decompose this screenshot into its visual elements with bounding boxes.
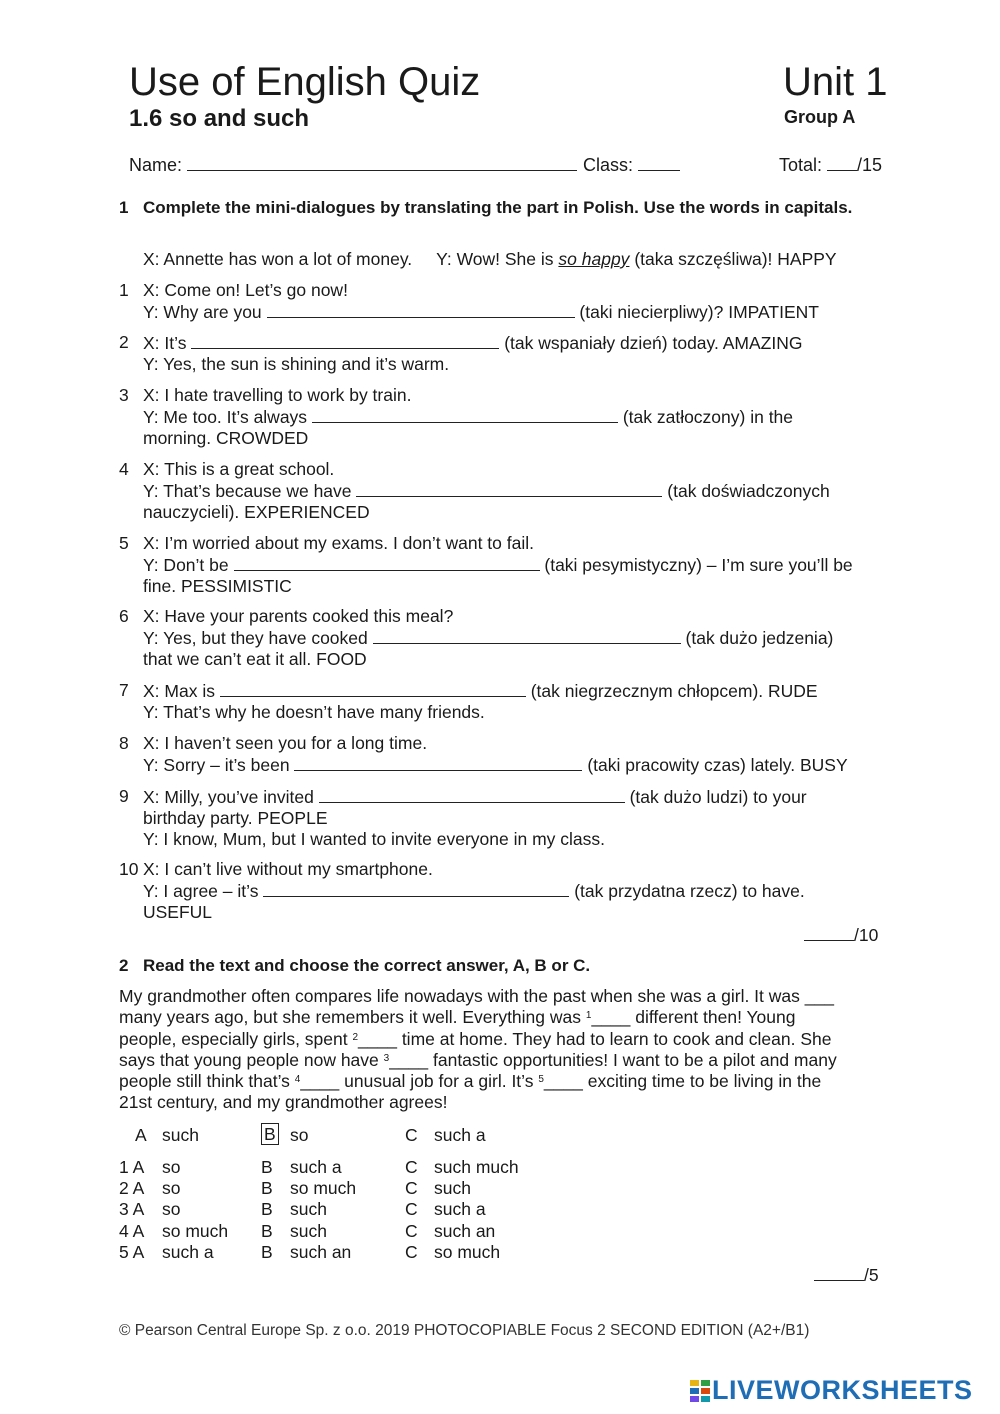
answer-blank[interactable]	[267, 301, 575, 318]
option-b-letter: B	[261, 1220, 273, 1241]
example-option-a: such	[162, 1125, 199, 1145]
option-number: 3 A	[119, 1199, 145, 1220]
option-c-letter: C	[405, 1178, 418, 1199]
example-y-post: (taka szczęśliwa)! HAPPY	[634, 249, 837, 269]
question-number: 6	[119, 606, 129, 626]
page-title: Use of English Quiz	[129, 60, 481, 104]
section1-number: 1	[119, 198, 129, 217]
text-segment: ____ exciting time to be living in the	[543, 1071, 822, 1092]
page-subtitle: 1.6 so and such	[129, 105, 310, 132]
option-c-letter: C	[405, 1199, 418, 1220]
answer-blank[interactable]	[263, 880, 569, 897]
answer-blank[interactable]	[191, 332, 499, 349]
brand-text: LIVEWORKSHEETS	[712, 1375, 973, 1405]
line-y-pre: Y: Sorry – it’s been	[143, 755, 290, 776]
text-segment: people, especially girls, spent	[119, 1028, 353, 1049]
line-x-pre: X: Milly, you’ve invited	[143, 787, 314, 807]
option-number: 4 A	[119, 1220, 145, 1241]
line-y-post: (tak zatłoczony) in the	[622, 407, 794, 428]
option-a[interactable]: so	[162, 1199, 181, 1220]
option-c[interactable]: such	[434, 1178, 471, 1199]
option-c-letter: C	[405, 1220, 418, 1241]
name-field	[129, 154, 577, 176]
line-x-pre: X: It’s	[143, 333, 187, 353]
example-y-pre: Y: Wow! She is	[436, 249, 554, 269]
example-option-c: such a	[434, 1125, 486, 1145]
section2-score-input[interactable]	[814, 1264, 864, 1281]
total-label: Total:	[779, 155, 823, 175]
line-x-post: (tak niegrzecznym chłopcem). RUDE	[530, 681, 818, 701]
total-input[interactable]	[827, 154, 857, 171]
option-b-letter: B	[261, 1178, 273, 1199]
line-y-cont: USEFUL	[143, 902, 213, 923]
example-option-b-letter	[261, 1124, 279, 1145]
question-number: 2	[119, 332, 129, 352]
line-y-cont: morning. CROWDED	[143, 428, 309, 449]
example-option-c-letter: C	[405, 1125, 418, 1145]
line-x-post: (tak wspaniały dzień) today. AMAZING	[504, 333, 803, 353]
section1-score-input[interactable]	[804, 924, 854, 941]
section2-score-max: /5	[864, 1265, 879, 1285]
example-option-b: so	[290, 1125, 309, 1145]
option-b[interactable]: such an	[290, 1241, 352, 1262]
copyright-footer: © Pearson Central Europe Sp. z o.o. 2019 PHOTOCOPIABLE Focus 2 SECOND EDITION (A2+/B1)	[119, 1322, 810, 1339]
question-number: 10	[119, 859, 139, 879]
line-y-pre: Y: I agree – it’s	[143, 881, 259, 902]
gap-number: 3	[383, 1052, 390, 1064]
option-b[interactable]: such	[290, 1199, 327, 1220]
liveworksheets-logo	[690, 1374, 973, 1406]
option-b-letter: B	[261, 1199, 273, 1220]
example-option-a-letter: A	[135, 1125, 147, 1145]
section2-instruction: Read the text and choose the correct answer, A, B or C.	[143, 956, 591, 975]
text-segment: ____ unusual job for a girl. It’s	[300, 1071, 539, 1092]
text-segment: people still think that’s	[119, 1071, 295, 1092]
text-segment: 21st century, and my grandmother agrees!	[119, 1092, 448, 1113]
class-input[interactable]	[638, 154, 680, 171]
line-x: X: I haven’t seen you for a long time.	[143, 733, 428, 753]
line-x-pre: X: Max is	[143, 681, 215, 701]
liveworksheets-icon	[690, 1377, 710, 1399]
text-segment: many years ago, but she remembers it well. Everything was	[119, 1007, 586, 1028]
line-x: X: This is a great school.	[143, 459, 335, 479]
line-x: X: I’m worried about my exams. I don’t want to fail.	[143, 533, 534, 553]
gap-number: 4	[294, 1074, 301, 1086]
answer-blank[interactable]	[356, 480, 662, 497]
option-number: 5 A	[119, 1241, 145, 1262]
option-b[interactable]: such a	[290, 1157, 342, 1177]
gap-number: 1	[585, 1010, 592, 1022]
line-x: X: Come on! Let’s go now!	[143, 280, 348, 300]
line-y-pre: Y: That’s because we have	[143, 481, 352, 502]
answer-blank[interactable]	[294, 754, 582, 771]
line-y-post: (taki pesymistyczny) – I’m sure you’ll be	[544, 555, 853, 576]
option-b[interactable]: so much	[290, 1178, 357, 1199]
line-y-post: (tak przydatna rzecz) to have.	[574, 881, 805, 902]
option-a[interactable]: so much	[162, 1220, 229, 1241]
section1-example	[143, 248, 837, 270]
name-label: Name:	[129, 155, 183, 175]
example-answer: so happy	[558, 249, 630, 269]
line-y: Y: I know, Mum, but I wanted to invite everyone in my class.	[143, 829, 606, 850]
answer-blank[interactable]	[312, 406, 618, 423]
line-y: Y: Yes, the sun is shining and it’s warm.	[143, 354, 450, 375]
line-x: X: I can’t live without my smartphone.	[143, 859, 433, 879]
question-number: 5	[119, 533, 129, 553]
gap-number: 2	[352, 1031, 359, 1043]
answer-blank[interactable]	[234, 554, 540, 571]
line-y-pre: Y: Me too. It’s always	[143, 407, 308, 428]
option-b[interactable]: such	[290, 1220, 327, 1241]
text-segment: My grandmother often compares life nowadays with the past when she was a girl. It was ___	[119, 986, 834, 1006]
line-y-pre: Y: Yes, but they have cooked	[143, 628, 368, 649]
line-y-post: (taki pracowity czas) lately. BUSY	[587, 755, 848, 776]
name-input[interactable]	[187, 154, 577, 171]
option-c-letter: C	[405, 1241, 418, 1262]
line-y-pre: Y: Why are you	[143, 302, 262, 323]
class-label: Class:	[583, 155, 634, 175]
reading-text	[119, 986, 889, 1114]
option-b-letter: B	[261, 1157, 273, 1177]
unit-label: Unit 1	[783, 60, 888, 104]
answer-blank[interactable]	[319, 786, 625, 803]
option-c[interactable]: such an	[434, 1220, 496, 1241]
line-x: X: I hate travelling to work by train.	[143, 385, 412, 405]
question-number: 7	[119, 680, 129, 700]
question-number: 8	[119, 733, 129, 753]
option-number: 1 A	[119, 1157, 145, 1177]
option-b-letter: B	[261, 1241, 273, 1262]
answer-blank[interactable]	[220, 680, 526, 697]
question-number: 3	[119, 385, 129, 405]
option-a[interactable]: so	[162, 1178, 181, 1199]
option-c[interactable]: such much	[434, 1157, 519, 1177]
text-segment: ____ time at home. They had to learn to cook and clean. She	[358, 1028, 832, 1049]
option-c[interactable]: such a	[434, 1199, 486, 1220]
gap-number: 5	[538, 1074, 544, 1086]
section1-instruction: Complete the mini-dialogues by translating the part in Polish. Use the words in capitals.	[143, 198, 853, 217]
class-field	[583, 154, 680, 176]
section2-number: 2	[119, 956, 129, 975]
answer-blank[interactable]	[373, 627, 681, 644]
text-segment: ____ fantastic opportunities! I want to be a pilot and many	[389, 1049, 837, 1070]
line-y-cont: fine. PESSIMISTIC	[143, 576, 292, 597]
option-number: 2 A	[119, 1178, 145, 1199]
line-y-pre: Y: Don’t be	[143, 555, 229, 576]
option-a[interactable]: so	[162, 1157, 181, 1177]
group-label: Group A	[784, 107, 856, 127]
question-number: 4	[119, 459, 129, 479]
line-x-cont: birthday party. PEOPLE	[143, 808, 328, 829]
line-y-cont: nauczycieli). EXPERIENCED	[143, 502, 370, 523]
total-max: /15	[857, 155, 883, 175]
section2-score	[814, 1264, 879, 1286]
option-a[interactable]: such a	[162, 1241, 214, 1262]
option-c[interactable]: so much	[434, 1241, 501, 1262]
section1-score	[804, 924, 878, 946]
line-y-post: (tak dużo jedzenia)	[685, 628, 834, 649]
line-x: X: Have your parents cooked this meal?	[143, 606, 454, 626]
text-segment: ____ different then! Young	[591, 1007, 796, 1028]
option-c-letter: C	[405, 1157, 418, 1177]
line-y-post: (tak doświadczonych	[667, 481, 830, 502]
section1-score-max: /10	[854, 925, 879, 945]
line-x-post: (tak dużo ludzi) to your	[629, 787, 807, 807]
text-segment: says that young people now have	[119, 1049, 384, 1070]
selected-answer-box: B	[261, 1123, 279, 1145]
line-y-post: (taki niecierpliwy)? IMPATIENT	[579, 302, 819, 323]
example-x: X: Annette has won a lot of money.	[143, 249, 413, 269]
line-y-cont: that we can’t eat it all. FOOD	[143, 649, 367, 670]
question-number: 9	[119, 786, 129, 806]
total-field	[779, 154, 882, 176]
line-y: Y: That’s why he doesn’t have many friends.	[143, 702, 485, 723]
question-number: 1	[119, 280, 129, 300]
